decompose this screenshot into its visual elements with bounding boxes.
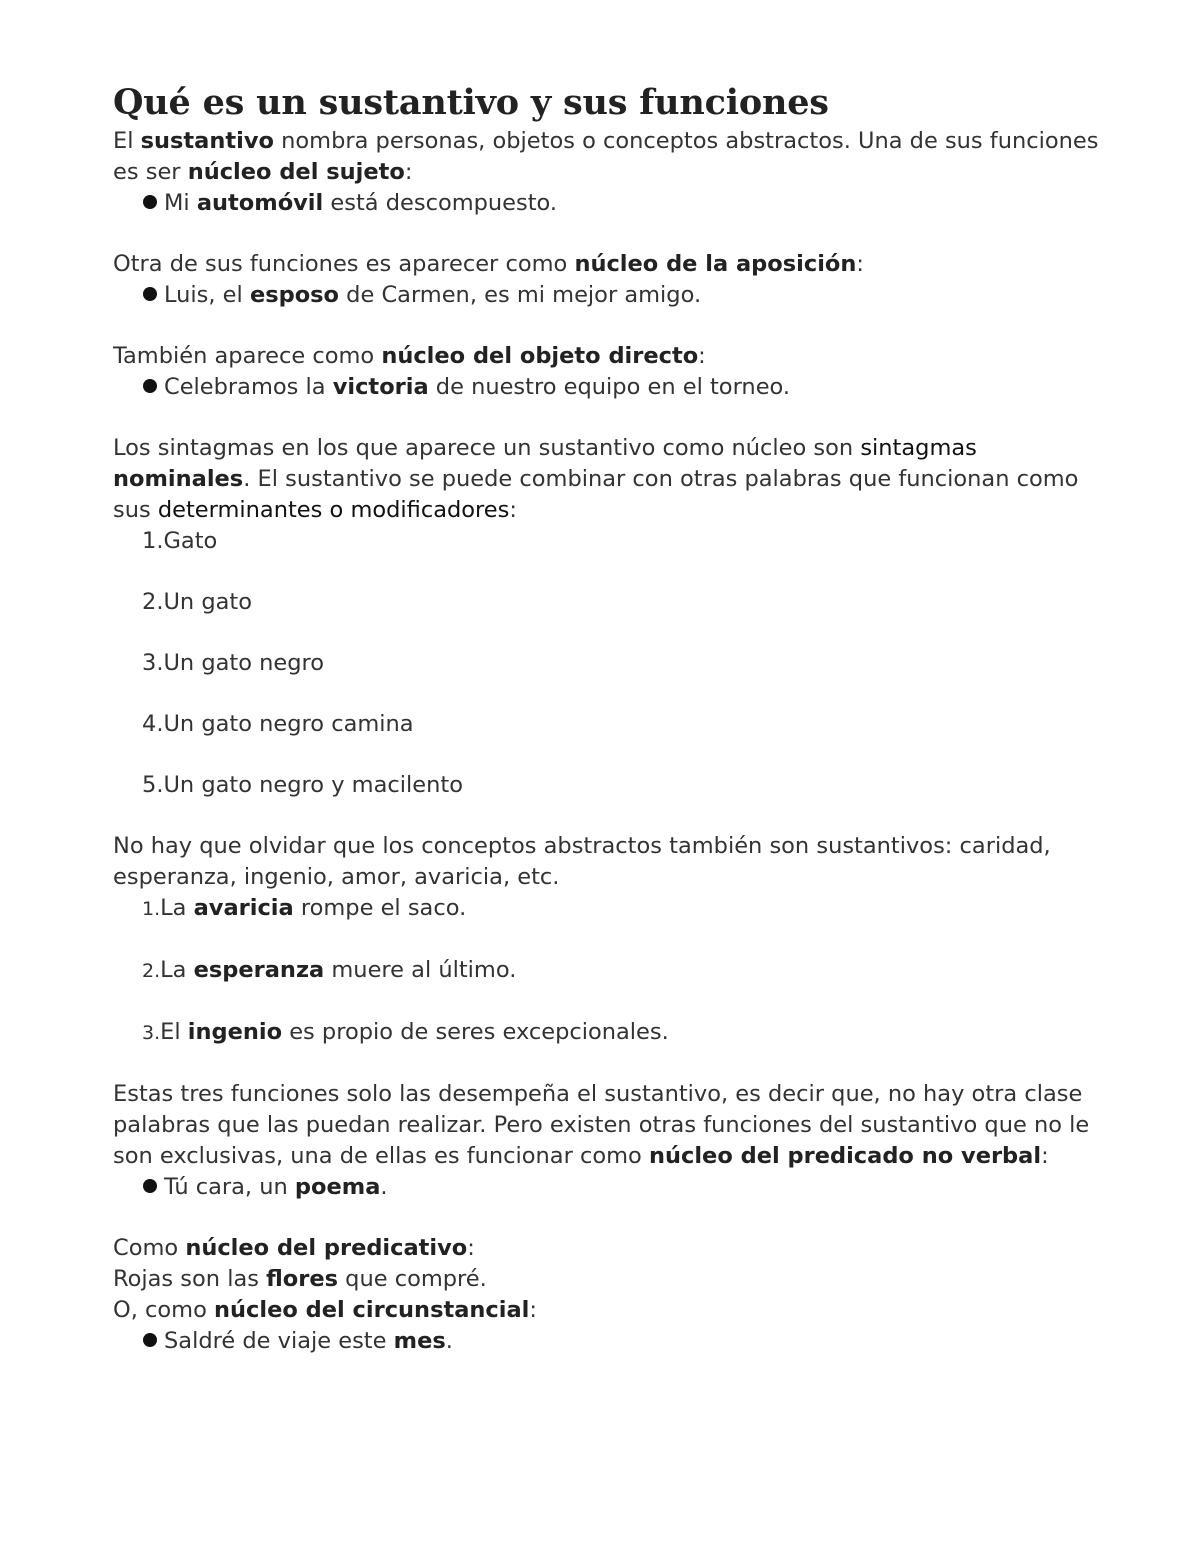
- bold-term: flores: [266, 1266, 339, 1292]
- list-number: 5.: [142, 772, 164, 798]
- text: O, como: [113, 1297, 214, 1323]
- list-text: Un gato negro y macilento: [163, 772, 463, 798]
- bold-term: núcleo del sujeto: [187, 159, 405, 185]
- list-number: 3.: [142, 1022, 161, 1044]
- example-sentence: [113, 1264, 1103, 1295]
- paragraph-predicative: [113, 1233, 1103, 1264]
- text: Saldré de viaje este: [164, 1328, 394, 1354]
- list-text: Un gato negro: [163, 650, 325, 676]
- list-number: 2.: [142, 589, 164, 615]
- bold-term: avaricia: [193, 895, 294, 921]
- bold-term: esposo: [249, 282, 340, 308]
- numbered-list-phrases: [113, 526, 1103, 801]
- bullet-item: [113, 188, 1103, 219]
- text: . El sustantivo se puede combinar con otras palabras que funcionan como sus: [113, 466, 1079, 523]
- text: El: [160, 1019, 188, 1045]
- text: :: [509, 497, 517, 523]
- document-page: [113, 80, 1103, 1357]
- text: Los sintagmas en los que aparece un sustantivo como núcleo son: [113, 435, 861, 461]
- numbered-list-abstract: [113, 893, 1103, 1049]
- list-number: 2.: [142, 960, 161, 982]
- list-item: [113, 526, 1103, 557]
- paragraph-definition: [113, 126, 1103, 188]
- list-item: [113, 587, 1103, 618]
- bold-term: nominales: [113, 466, 244, 492]
- list-number: 3.: [142, 650, 164, 676]
- bold-term: esperanza: [193, 957, 325, 983]
- text: También aparece como: [113, 343, 382, 369]
- text: .: [380, 1174, 388, 1200]
- list-text: Un gato: [163, 589, 253, 615]
- bold-term: poema: [294, 1174, 381, 1200]
- text: :: [404, 159, 413, 185]
- text: Mi: [164, 190, 197, 216]
- list-item: [113, 1017, 1103, 1049]
- text: nombra personas, objetos o conceptos abstractos. Una de sus funciones es ser: [113, 128, 1099, 185]
- text: de nuestro equipo en el torneo.: [428, 374, 791, 400]
- term: sintagmas: [860, 435, 977, 461]
- text: :: [698, 343, 706, 369]
- text: .: [445, 1328, 453, 1354]
- bullet-icon: [143, 287, 157, 301]
- text: :: [856, 251, 864, 277]
- bullet-icon: [143, 379, 157, 393]
- text: muere al último.: [324, 957, 517, 983]
- bold-term: sustantivo: [140, 128, 274, 154]
- paragraph-circumstantial: [113, 1295, 1103, 1326]
- bold-term: ingenio: [187, 1019, 283, 1045]
- bold-term: mes: [393, 1328, 446, 1354]
- bullet-icon: [143, 195, 157, 209]
- term: determinantes o modificadores: [157, 497, 510, 523]
- bullet-icon: [143, 1179, 157, 1193]
- text: que compré.: [338, 1266, 487, 1292]
- text: :: [1041, 1143, 1049, 1169]
- text: es propio de seres excepcionales.: [282, 1019, 669, 1045]
- bold-term: núcleo del predicado no verbal: [648, 1143, 1042, 1169]
- bullet-item: [113, 1172, 1103, 1203]
- text: El: [113, 128, 141, 154]
- list-number: 1.: [142, 898, 161, 920]
- list-text: Un gato negro camina: [163, 711, 414, 737]
- text: Celebramos la: [164, 374, 333, 400]
- bullet-item: [113, 1326, 1103, 1357]
- text: está descompuesto.: [323, 190, 558, 216]
- text: :: [467, 1235, 475, 1261]
- bold-term: núcleo del circunstancial: [214, 1297, 530, 1323]
- paragraph-nominal-phrases: [113, 433, 1103, 526]
- bold-term: núcleo de la aposición: [574, 251, 857, 277]
- text: Tú cara, un: [164, 1174, 295, 1200]
- bullet-item: [113, 280, 1103, 311]
- bold-term: núcleo del objeto directo: [381, 343, 699, 369]
- text: :: [529, 1297, 537, 1323]
- text: Luis, el: [164, 282, 250, 308]
- list-item: [113, 893, 1103, 925]
- list-number: 1.: [142, 528, 164, 554]
- bold-term: automóvil: [196, 190, 324, 216]
- text: Rojas son las: [113, 1266, 267, 1292]
- bullet-item: [113, 372, 1103, 403]
- text: Estas tres funciones solo las desempeña el sustantivo, es decir que, no hay otra clase palabras que las puedan realizar. Pero existen otras funciones del sustantivo que no le son exclusivas, una de ellas es funcionar como: [113, 1081, 1090, 1169]
- list-item: [113, 648, 1103, 679]
- list-item: [113, 770, 1103, 801]
- list-number: 4.: [142, 711, 164, 737]
- list-item: [113, 955, 1103, 987]
- text: Como: [113, 1235, 186, 1261]
- text: La: [160, 957, 194, 983]
- paragraph-apposition: [113, 249, 1103, 280]
- paragraph-abstract-concepts: No hay que olvidar que los conceptos abstractos también son sustantivos: caridad, esperanza, ingenio, amor, avaricia, etc.: [113, 833, 1051, 890]
- text: de Carmen, es mi mejor amigo.: [339, 282, 702, 308]
- bold-term: victoria: [332, 374, 429, 400]
- paragraph-direct-object: [113, 341, 1103, 372]
- text: Otra de sus funciones es aparecer como: [113, 251, 575, 277]
- list-text: Gato: [163, 528, 218, 554]
- bold-term: núcleo del predicativo: [185, 1235, 468, 1261]
- page-title: Qué es un sustantivo y sus funciones: [113, 82, 829, 123]
- text: La: [160, 895, 194, 921]
- text: rompe el saco.: [293, 895, 467, 921]
- bullet-icon: [143, 1333, 157, 1347]
- paragraph-other-functions: [113, 1079, 1103, 1172]
- list-item: [113, 709, 1103, 740]
